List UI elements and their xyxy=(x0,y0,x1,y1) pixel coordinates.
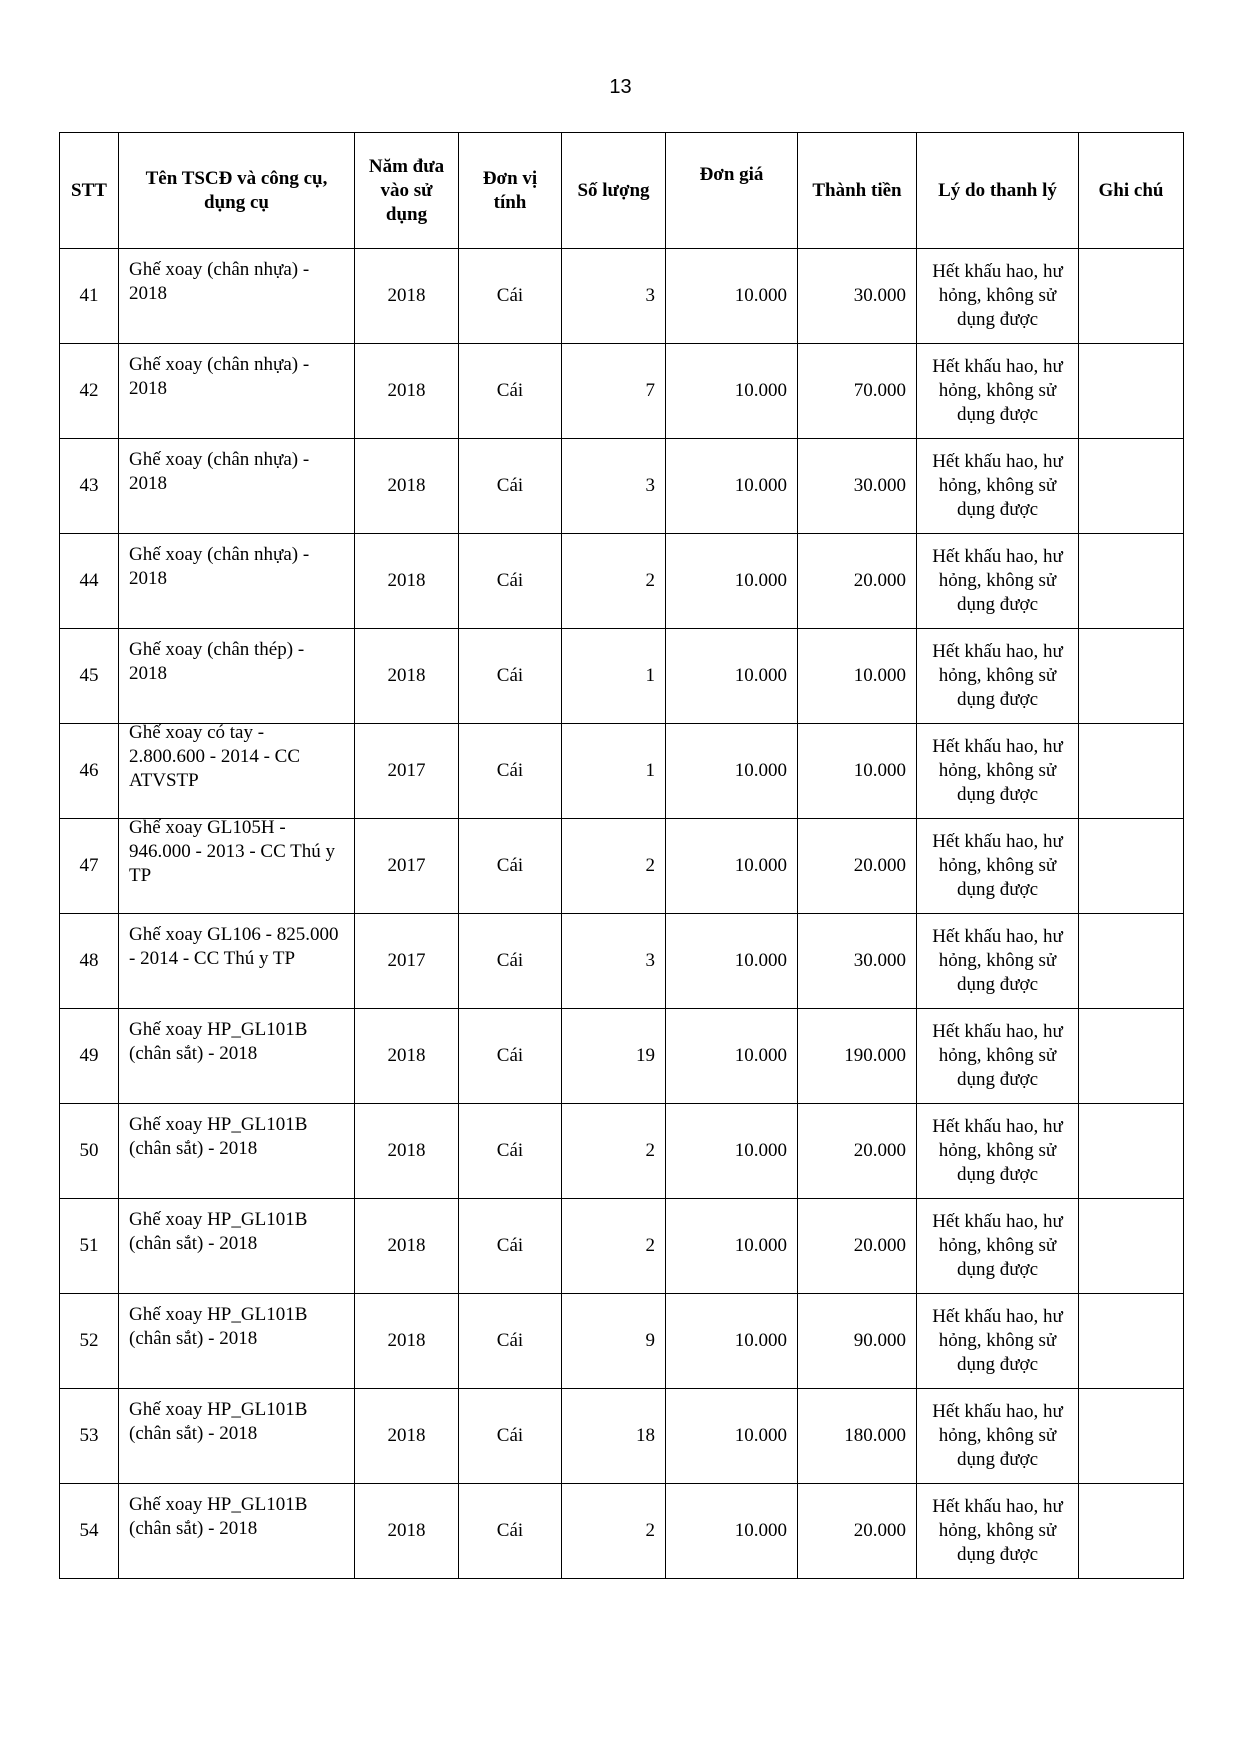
cell-unit: Cái xyxy=(459,249,562,344)
cell-quantity: 9 xyxy=(562,1294,666,1389)
cell-year: 2017 xyxy=(355,819,459,914)
header-unit-price: Đơn giá xyxy=(666,133,798,249)
cell-stt: 46 xyxy=(60,724,119,819)
cell-reason: Hết khấu hao, hư hỏng, không sử dụng được xyxy=(917,629,1079,724)
cell-year: 2018 xyxy=(355,1104,459,1199)
cell-year: 2018 xyxy=(355,629,459,724)
cell-year: 2017 xyxy=(355,914,459,1009)
cell-stt: 48 xyxy=(60,914,119,1009)
cell-name-text: Ghế xoay GL106 - 825.000 - 2014 - CC Thú y TP xyxy=(129,924,339,969)
cell-stt: 43 xyxy=(60,439,119,534)
table-body xyxy=(60,249,1184,1579)
cell-name xyxy=(119,249,355,344)
cell-quantity: 3 xyxy=(562,439,666,534)
cell-unit: Cái xyxy=(459,629,562,724)
cell-unit: Cái xyxy=(459,439,562,534)
cell-name xyxy=(119,1009,355,1104)
table-row xyxy=(60,1389,1184,1484)
table-header-row xyxy=(60,133,1184,249)
cell-unit: Cái xyxy=(459,819,562,914)
cell-note xyxy=(1079,724,1184,819)
cell-reason: Hết khấu hao, hư hỏng, không sử dụng được xyxy=(917,534,1079,629)
cell-unit-price: 10.000 xyxy=(666,629,798,724)
header-quantity: Số lượng xyxy=(562,133,666,249)
cell-year: 2018 xyxy=(355,1009,459,1104)
cell-reason: Hết khấu hao, hư hỏng, không sử dụng được xyxy=(917,249,1079,344)
cell-note xyxy=(1079,1104,1184,1199)
cell-stt: 44 xyxy=(60,534,119,629)
cell-reason: Hết khấu hao, hư hỏng, không sử dụng được xyxy=(917,1389,1079,1484)
cell-reason: Hết khấu hao, hư hỏng, không sử dụng được xyxy=(917,914,1079,1009)
table-row xyxy=(60,914,1184,1009)
cell-name xyxy=(119,819,355,914)
header-stt: STT xyxy=(60,133,119,249)
cell-total: 90.000 xyxy=(798,1294,917,1389)
cell-name-text: Ghế xoay (chân nhựa) - 2018 xyxy=(129,544,310,589)
cell-name-text: Ghế xoay HP_GL101B (chân sắt) - 2018 xyxy=(129,1304,308,1349)
cell-quantity: 2 xyxy=(562,1104,666,1199)
cell-note xyxy=(1079,249,1184,344)
cell-unit-price: 10.000 xyxy=(666,1294,798,1389)
cell-unit-price: 10.000 xyxy=(666,1484,798,1579)
cell-quantity: 2 xyxy=(562,534,666,629)
cell-reason: Hết khấu hao, hư hỏng, không sử dụng được xyxy=(917,1104,1079,1199)
cell-unit: Cái xyxy=(459,914,562,1009)
cell-unit: Cái xyxy=(459,344,562,439)
table-row xyxy=(60,534,1184,629)
cell-name-text: Ghế xoay HP_GL101B (chân sắt) - 2018 xyxy=(129,1494,308,1539)
table-row xyxy=(60,439,1184,534)
cell-stt: 45 xyxy=(60,629,119,724)
cell-reason: Hết khấu hao, hư hỏng, không sử dụng được xyxy=(917,724,1079,819)
cell-stt: 52 xyxy=(60,1294,119,1389)
cell-unit-price: 10.000 xyxy=(666,344,798,439)
cell-reason: Hết khấu hao, hư hỏng, không sử dụng được xyxy=(917,819,1079,914)
cell-total: 30.000 xyxy=(798,439,917,534)
cell-name xyxy=(119,1104,355,1199)
cell-name-text: Ghế xoay (chân nhựa) - 2018 xyxy=(129,259,310,304)
cell-unit-price: 10.000 xyxy=(666,1199,798,1294)
cell-name xyxy=(119,534,355,629)
cell-name xyxy=(119,1484,355,1579)
cell-unit-price: 10.000 xyxy=(666,439,798,534)
cell-quantity: 18 xyxy=(562,1389,666,1484)
table-row xyxy=(60,629,1184,724)
cell-quantity: 2 xyxy=(562,1199,666,1294)
cell-total: 190.000 xyxy=(798,1009,917,1104)
cell-total: 30.000 xyxy=(798,914,917,1009)
cell-note xyxy=(1079,344,1184,439)
cell-unit: Cái xyxy=(459,724,562,819)
cell-unit-price: 10.000 xyxy=(666,819,798,914)
cell-unit: Cái xyxy=(459,1294,562,1389)
cell-year: 2018 xyxy=(355,1389,459,1484)
cell-reason: Hết khấu hao, hư hỏng, không sử dụng được xyxy=(917,344,1079,439)
cell-year: 2018 xyxy=(355,534,459,629)
header-name: Tên TSCĐ và công cụ, dụng cụ xyxy=(119,133,355,249)
cell-stt: 49 xyxy=(60,1009,119,1104)
cell-year: 2018 xyxy=(355,1484,459,1579)
cell-stt: 42 xyxy=(60,344,119,439)
cell-unit-price: 10.000 xyxy=(666,724,798,819)
cell-year: 2018 xyxy=(355,249,459,344)
cell-name xyxy=(119,724,355,819)
cell-unit: Cái xyxy=(459,1104,562,1199)
cell-quantity: 2 xyxy=(562,819,666,914)
cell-quantity: 19 xyxy=(562,1009,666,1104)
cell-total: 20.000 xyxy=(798,819,917,914)
cell-name xyxy=(119,1199,355,1294)
cell-quantity: 3 xyxy=(562,249,666,344)
cell-name-text: Ghế xoay HP_GL101B (chân sắt) - 2018 xyxy=(129,1114,308,1159)
cell-total: 30.000 xyxy=(798,249,917,344)
cell-unit: Cái xyxy=(459,1389,562,1484)
cell-reason: Hết khấu hao, hư hỏng, không sử dụng được xyxy=(917,439,1079,534)
cell-name xyxy=(119,914,355,1009)
header-reason: Lý do thanh lý xyxy=(917,133,1079,249)
cell-note xyxy=(1079,914,1184,1009)
table-row xyxy=(60,1294,1184,1389)
table-row xyxy=(60,1104,1184,1199)
cell-name xyxy=(119,439,355,534)
cell-total: 180.000 xyxy=(798,1389,917,1484)
cell-quantity: 1 xyxy=(562,724,666,819)
cell-total: 20.000 xyxy=(798,1199,917,1294)
cell-unit-price: 10.000 xyxy=(666,534,798,629)
cell-stt: 51 xyxy=(60,1199,119,1294)
cell-name-text: Ghế xoay GL105H - 946.000 - 2013 - CC Thú y TP xyxy=(129,817,336,886)
cell-name xyxy=(119,344,355,439)
cell-note xyxy=(1079,1009,1184,1104)
table-row xyxy=(60,1199,1184,1294)
cell-total: 10.000 xyxy=(798,724,917,819)
cell-name-text: Ghế xoay có tay - 2.800.600 - 2014 - CC ATVSTP xyxy=(129,722,300,791)
cell-note xyxy=(1079,1484,1184,1579)
cell-reason: Hết khấu hao, hư hỏng, không sử dụng được xyxy=(917,1294,1079,1389)
cell-stt: 54 xyxy=(60,1484,119,1579)
cell-quantity: 7 xyxy=(562,344,666,439)
table-row xyxy=(60,819,1184,914)
cell-unit-price: 10.000 xyxy=(666,1389,798,1484)
cell-year: 2018 xyxy=(355,1199,459,1294)
cell-total: 20.000 xyxy=(798,1104,917,1199)
cell-total: 70.000 xyxy=(798,344,917,439)
cell-note xyxy=(1079,1294,1184,1389)
cell-unit-price: 10.000 xyxy=(666,1009,798,1104)
cell-note xyxy=(1079,819,1184,914)
cell-quantity: 3 xyxy=(562,914,666,1009)
cell-note xyxy=(1079,439,1184,534)
cell-note xyxy=(1079,629,1184,724)
table-row xyxy=(60,1009,1184,1104)
header-unit: Đơn vị tính xyxy=(459,133,562,249)
cell-name-text: Ghế xoay HP_GL101B (chân sắt) - 2018 xyxy=(129,1209,308,1254)
cell-stt: 50 xyxy=(60,1104,119,1199)
cell-name-text: Ghế xoay HP_GL101B (chân sắt) - 2018 xyxy=(129,1019,308,1064)
cell-note xyxy=(1079,534,1184,629)
cell-year: 2018 xyxy=(355,439,459,534)
cell-name xyxy=(119,1389,355,1484)
cell-unit: Cái xyxy=(459,1484,562,1579)
cell-total: 20.000 xyxy=(798,1484,917,1579)
table-row xyxy=(60,724,1184,819)
cell-stt: 53 xyxy=(60,1389,119,1484)
cell-name-text: Ghế xoay (chân nhựa) - 2018 xyxy=(129,354,310,399)
cell-note xyxy=(1079,1199,1184,1294)
header-year: Năm đưa vào sử dụng xyxy=(355,133,459,249)
cell-unit-price: 10.000 xyxy=(666,914,798,1009)
asset-disposal-table xyxy=(59,132,1184,1579)
cell-quantity: 2 xyxy=(562,1484,666,1579)
cell-total: 20.000 xyxy=(798,534,917,629)
cell-reason: Hết khấu hao, hư hỏng, không sử dụng được xyxy=(917,1009,1079,1104)
header-total: Thành tiền xyxy=(798,133,917,249)
cell-unit: Cái xyxy=(459,534,562,629)
cell-name xyxy=(119,629,355,724)
cell-stt: 41 xyxy=(60,249,119,344)
table-row xyxy=(60,249,1184,344)
cell-year: 2018 xyxy=(355,344,459,439)
table-row xyxy=(60,344,1184,439)
cell-name xyxy=(119,1294,355,1389)
header-note: Ghi chú xyxy=(1079,133,1184,249)
page-number: 13 xyxy=(609,76,632,98)
cell-unit-price: 10.000 xyxy=(666,249,798,344)
cell-name-text: Ghế xoay HP_GL101B (chân sắt) - 2018 xyxy=(129,1399,308,1444)
cell-name-text: Ghế xoay (chân nhựa) - 2018 xyxy=(129,449,310,494)
cell-total: 10.000 xyxy=(798,629,917,724)
cell-unit: Cái xyxy=(459,1199,562,1294)
cell-year: 2018 xyxy=(355,1294,459,1389)
cell-reason: Hết khấu hao, hư hỏng, không sử dụng được xyxy=(917,1199,1079,1294)
cell-unit-price: 10.000 xyxy=(666,1104,798,1199)
cell-year: 2017 xyxy=(355,724,459,819)
cell-reason: Hết khấu hao, hư hỏng, không sử dụng được xyxy=(917,1484,1079,1579)
cell-stt: 47 xyxy=(60,819,119,914)
cell-unit: Cái xyxy=(459,1009,562,1104)
cell-note xyxy=(1079,1389,1184,1484)
cell-name-text: Ghế xoay (chân thép) - 2018 xyxy=(129,639,305,684)
cell-quantity: 1 xyxy=(562,629,666,724)
table-row xyxy=(60,1484,1184,1579)
